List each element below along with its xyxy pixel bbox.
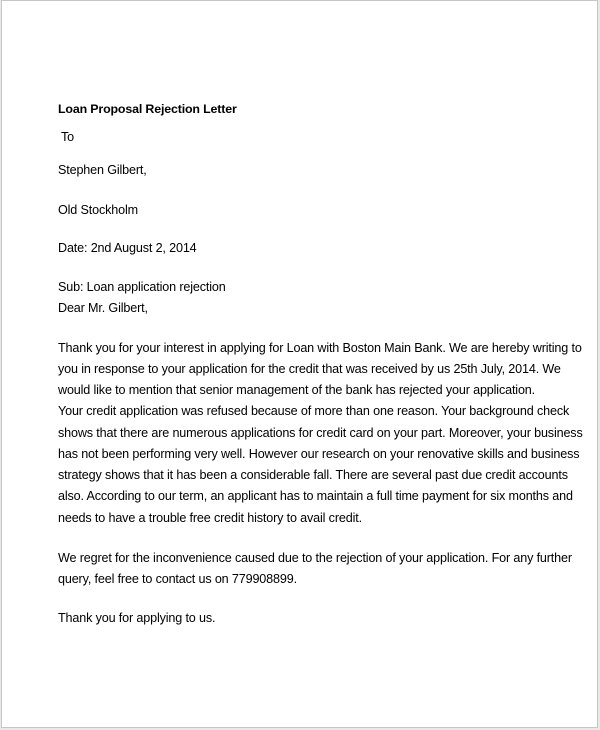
letter-date: Date: 2nd August 2, 2014 [58,241,197,255]
body-line: also. According to our term, an applicant has to maintain a full time payment for six months and [58,489,573,503]
body-line: you in response to your application for the credit that was received by us 25th July, 2014. We [58,362,561,376]
regret-line: We regret for the inconvenience caused due to the rejection of your application. For any further [58,551,572,565]
recipient-name: Stephen Gilbert, [58,163,147,177]
recipient-address: Old Stockholm [58,203,138,217]
body-line: needs to have a trouble free credit history to avail credit. [58,511,362,525]
letter-title: Loan Proposal Rejection Letter [58,102,237,116]
body-line: shows that there are numerous applications for credit card on your part. Moreover, your business [58,426,583,440]
body-line: Your credit application was refused because of more than one reason. Your background check [58,404,570,418]
body-line: has not been performing very well. However our research on your renovative skills and business [58,447,580,461]
letter-page [1,0,598,728]
regret-line: query, feel free to contact us on 779908899. [58,572,297,586]
closing-line: Thank you for applying to us. [58,611,216,625]
letter-subject: Sub: Loan application rejection [58,280,226,294]
body-line: would like to mention that senior management of the bank has rejected your application. [58,383,535,397]
to-label: To [61,130,75,144]
salutation: Dear Mr. Gilbert, [58,301,148,315]
body-line: Thank you for your interest in applying for Loan with Boston Main Bank. We are hereby writing to [58,341,582,355]
body-line: strategy shows that it has been a considerable fall. There are several past due credit accounts [58,468,568,482]
